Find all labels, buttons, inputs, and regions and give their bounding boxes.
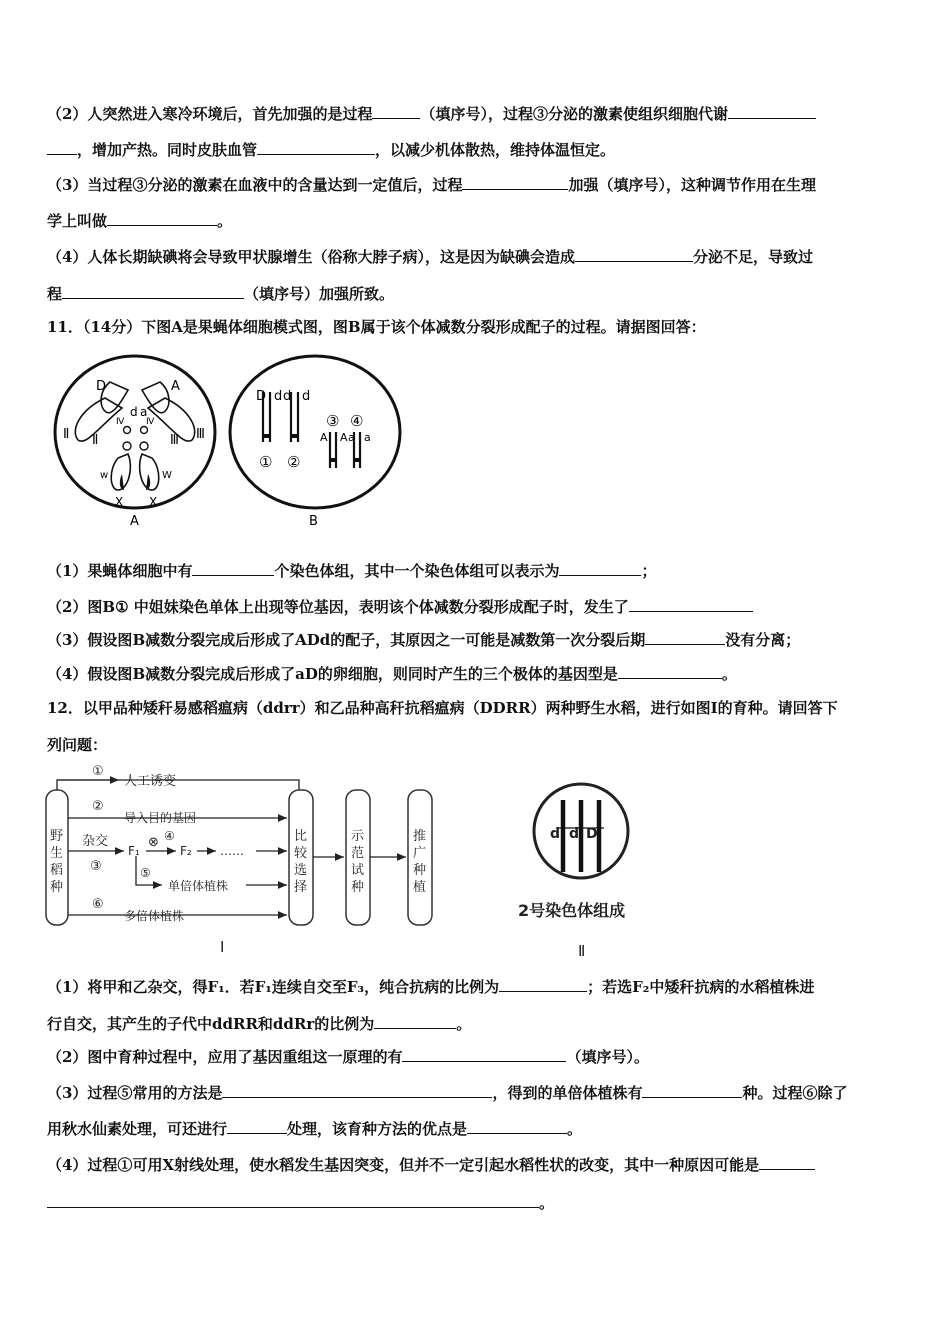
svg-text:示: 示 bbox=[351, 829, 365, 844]
label-d-lower: d bbox=[130, 405, 138, 419]
svg-text:植: 植 bbox=[413, 880, 427, 895]
circled-number-2: ② bbox=[92, 799, 104, 814]
q10-part4-line1: （4）人体长期缺碘将会导致甲状腺增生（俗称大脖子病），这是因为缺碘会造成 分泌不足，导致过 bbox=[47, 248, 813, 266]
label-d-lower: d bbox=[283, 389, 292, 404]
svg-text:较: 较 bbox=[294, 846, 308, 861]
answer-blank[interactable] bbox=[559, 560, 641, 576]
label-iii: Ⅲ bbox=[170, 433, 179, 448]
label-d-upper: D bbox=[256, 389, 267, 404]
svg-text:种: 种 bbox=[413, 863, 427, 878]
label-cross: 杂交 bbox=[82, 834, 109, 849]
answer-blank[interactable] bbox=[645, 629, 725, 645]
q11-part4: （4）假设图B减数分裂完成后形成了aD的卵细胞，则同时产生的三个极体的基因型是 。 bbox=[47, 665, 737, 683]
answer-blank[interactable] bbox=[47, 1192, 539, 1208]
figure-ii-caption: Ⅱ bbox=[578, 942, 586, 960]
label-polyploid: 多倍体植株 bbox=[124, 909, 185, 923]
answer-blank[interactable] bbox=[499, 976, 587, 992]
answer-blank[interactable] bbox=[62, 283, 244, 299]
circled-number-6: ⑥ bbox=[92, 897, 104, 912]
label-mutagenesis: 人工诱变 bbox=[124, 774, 177, 789]
chromosome-iv-dot bbox=[141, 427, 148, 434]
label-gene-transfer: 导入目的基因 bbox=[124, 811, 197, 825]
label-f1: F₁ bbox=[128, 844, 140, 858]
answer-blank[interactable] bbox=[575, 246, 693, 262]
answer-blank[interactable] bbox=[47, 139, 77, 155]
svg-text:推: 推 bbox=[413, 829, 427, 844]
q12-title-line1: 12．以甲品种矮秆易感稻瘟病（ddrr）和乙品种高秆抗稻瘟病（DDRR）两种野生水稻，进行如图Ⅰ的育种。请回答下 bbox=[47, 699, 838, 717]
label-iv: Ⅳ bbox=[116, 417, 125, 427]
chromosome-ii-left bbox=[75, 398, 122, 441]
answer-blank[interactable] bbox=[728, 103, 816, 119]
label-d-upper: D bbox=[96, 379, 107, 394]
allele-label: D bbox=[586, 826, 598, 842]
label-a-lower: a bbox=[348, 431, 355, 444]
circled-number-1: ① bbox=[259, 453, 273, 471]
label-ii: Ⅱ bbox=[92, 433, 99, 448]
q10-part2-line2: ，增加产热。同时皮肤血管 ，以减少机体散热，维持体温恒定。 bbox=[47, 139, 615, 160]
circled-number-5: ⑤ bbox=[140, 866, 151, 880]
allele-label: d bbox=[550, 826, 561, 842]
answer-blank[interactable] bbox=[629, 596, 753, 612]
q12-part3-line2: 用秋水仙素处理，可还进行 处理，该育种方法的优点是 。 bbox=[47, 1120, 583, 1138]
label-d-lower: d bbox=[274, 389, 283, 404]
chromosome-iv-dot bbox=[124, 427, 131, 434]
label-a-lower: a bbox=[140, 405, 148, 419]
svg-text:范: 范 bbox=[351, 846, 365, 861]
label-a-lower: a bbox=[364, 431, 371, 444]
figure-b-cell bbox=[230, 356, 400, 529]
q10-part4-line2: 程 （填序号）加强所致。 bbox=[47, 285, 395, 303]
svg-text:种: 种 bbox=[351, 880, 365, 895]
label-iii: Ⅲ bbox=[196, 427, 205, 442]
q10-part3-line2: 学上叫做 。 bbox=[47, 212, 233, 230]
label-x: X bbox=[149, 495, 158, 509]
label-a-upper: A bbox=[171, 379, 180, 394]
svg-text:择: 择 bbox=[294, 880, 308, 895]
label-haploid: 单倍体植株 bbox=[168, 879, 229, 893]
circled-number-3: ③ bbox=[90, 859, 102, 874]
q11-part2: （2）图B① 中姐妹染色单体上出现等位基因，表明该个体减数分裂形成配子时，发生了 bbox=[47, 596, 753, 617]
q10-part2-line1: （2）人突然进入寒冷环境后，首先加强的是过程 （填序号），过程③分泌的激素使组织细胞代谢 bbox=[47, 103, 816, 124]
q12-part2: （2）图中育种过程中，应用了基因重组这一原理的有 （填序号）。 bbox=[47, 1048, 649, 1066]
label-a-upper: A bbox=[340, 431, 348, 444]
label-iv: Ⅳ bbox=[146, 417, 155, 427]
svg-text:试: 试 bbox=[351, 863, 365, 878]
q12-part4-line1: （4）过程①可用X射线处理，使水稻发生基因突变，但并不一定引起水稻性状的改变，其中一种原因可能是 bbox=[47, 1154, 815, 1175]
q11-figure bbox=[50, 350, 410, 530]
selfing-symbol: ⊗ bbox=[148, 835, 159, 850]
answer-blank[interactable] bbox=[257, 139, 375, 155]
circled-number-3: ③ bbox=[326, 412, 340, 430]
q12-part1-line2: 行自交，其产生的子代中ddRR和ddRr的比例为 。 bbox=[47, 1015, 472, 1033]
circled-number-2: ② bbox=[287, 453, 301, 471]
label-ii: Ⅱ bbox=[63, 427, 70, 442]
svg-text:广: 广 bbox=[413, 846, 427, 861]
q11-part1: （1）果蝇体细胞中有 个染色体组，其中一个染色体组可以表示为 ； bbox=[47, 562, 657, 580]
answer-blank[interactable] bbox=[462, 174, 568, 190]
circled-number-1: ① bbox=[92, 764, 104, 779]
q12-part1-line1: （1）将甲和乙杂交，得F₁．若F₁连续自交至F₃，纯合抗病的比例为 ；若选F₂中矮秆抗病的水稻植株进 bbox=[47, 978, 815, 996]
svg-text:……: …… bbox=[220, 844, 244, 858]
svg-text:比: 比 bbox=[294, 829, 308, 844]
q12-figure bbox=[44, 760, 684, 965]
circled-number-4: ④ bbox=[164, 829, 175, 843]
label-f2: F₂ bbox=[180, 844, 192, 858]
q12-part4-line2: 。 bbox=[47, 1192, 554, 1213]
label-d-lower: d bbox=[302, 389, 311, 404]
svg-text:生: 生 bbox=[50, 846, 64, 861]
figure-i-caption: Ⅰ bbox=[220, 938, 225, 956]
allele-label: d bbox=[569, 826, 580, 842]
answer-blank[interactable] bbox=[107, 210, 217, 226]
label-a-upper: A bbox=[320, 431, 328, 444]
answer-blank[interactable] bbox=[759, 1154, 815, 1170]
answer-blank[interactable] bbox=[467, 1118, 567, 1134]
answer-blank[interactable] bbox=[192, 560, 274, 576]
figure-ii-label: 2号染色体组成 bbox=[518, 901, 626, 920]
svg-text:选: 选 bbox=[294, 863, 308, 878]
q12-part3-line1: （3）过程⑤常用的方法是 ，得到的单倍体植株有 种。过程⑥除了 bbox=[47, 1084, 848, 1102]
q11-part3: （3）假设图B减数分裂完成后形成了ADd的配子，其原因之一可能是减数第一次分裂后期 没有分离； bbox=[47, 631, 801, 649]
answer-blank[interactable] bbox=[227, 1118, 287, 1134]
label-w-lower: w bbox=[100, 470, 109, 481]
q11-title: 11．（14分）下图A是果蝇体细胞模式图，图B属于该个体减数分裂形成配子的过程。请据图回答： bbox=[47, 318, 706, 336]
answer-blank[interactable] bbox=[372, 103, 420, 119]
figure-a-cell bbox=[55, 356, 215, 529]
svg-text:野: 野 bbox=[50, 829, 64, 844]
svg-text:稻: 稻 bbox=[50, 863, 64, 878]
figure-a-caption: A bbox=[130, 514, 139, 529]
answer-blank[interactable] bbox=[222, 1082, 492, 1098]
label-w-upper: W bbox=[162, 470, 172, 481]
figure-b-caption: B bbox=[309, 514, 318, 529]
q10-part3-line1: （3）当过程③分泌的激素在血液中的含量达到一定值后，过程 加强（填序号），这种调节作用在生理 bbox=[47, 176, 816, 194]
answer-blank[interactable] bbox=[618, 663, 722, 679]
label-x: X bbox=[115, 495, 124, 509]
answer-blank[interactable] bbox=[642, 1082, 742, 1098]
answer-blank[interactable] bbox=[402, 1046, 566, 1062]
circled-number-4: ④ bbox=[350, 412, 364, 430]
answer-blank[interactable] bbox=[374, 1013, 456, 1029]
svg-text:种: 种 bbox=[50, 880, 64, 895]
q12-title-line2: 列问题： bbox=[47, 736, 108, 754]
